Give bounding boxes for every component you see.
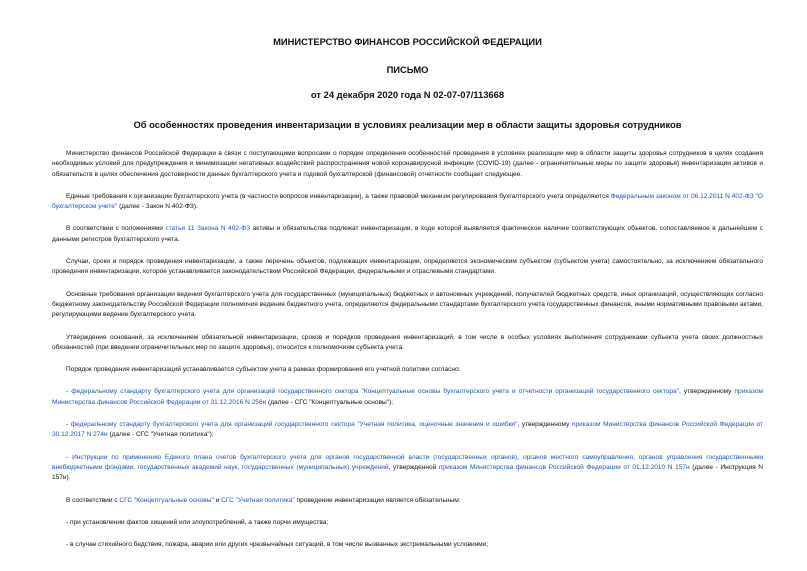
document-subject: Об особенностях проведения инвентаризации в условиях реализации мер в области защиты здоровья сотрудников: [133, 119, 682, 130]
link-federal-law-402[interactable]: Федеральным законом от 06.12.2011 N 402-ФЗ "О бухгалтерском учете": [52, 192, 763, 211]
list-item-instruction-157n: [52, 453, 763, 484]
list-dash: -: [66, 453, 73, 461]
paragraph-article-11: [52, 224, 763, 245]
paragraph-approval: Утверждение оснований, за исключением обязательной инвентаризации, сроков и порядков проведения инвентаризаций, в том числе в особых условиях выполнения сотрудниками субъекта учета своих должностных обязанностей (при введении ограничительных мер по защите здоровья), относится к полномочиям субъекта учета.: [52, 333, 763, 351]
link-order-256n[interactable]: приказом Министерства финансов Российской Федерации от 31.12.2016 N 256н: [52, 388, 764, 406]
paragraph-text: В соответствии с: [66, 496, 120, 504]
list-dash: -: [66, 421, 71, 429]
paragraph-requirements: [52, 192, 763, 213]
paragraph-text: , утвержденному: [679, 388, 735, 396]
paragraph-text: активы и обязательства подлежат инвентаризации, в ходе которой выявляется фактическое наличие соответствующих объектов, сопоставляемое в дальнейшем с данными регистров бухгалтерского учета.: [52, 225, 763, 243]
paragraph-text: , утвержденному: [517, 421, 572, 429]
link-instruction[interactable]: Инструкции по применению Единого плана счетов бухгалтерского учета для органов государственной власти (государственных органов), органов местного самоуправления, органов управления государственными внебюджетными фондами, государственных академий наук, государственных (муниципальных) учреждений: [52, 453, 763, 471]
document-body: [52, 149, 763, 550]
link-article-11[interactable]: статьи 11 Закона N 402-ФЗ: [165, 225, 251, 233]
list-item-disaster: - в случае стихийного бедствия, пожара, аварии или других чрезвычайных ситуаций, в том числе вызванных экстремальными условиями;: [66, 541, 489, 549]
paragraph-text: (далее - СГС "Учетная политика");: [107, 431, 214, 439]
paragraph-procedure: Порядок проведения инвентаризаций устанавливается субъектом учета в рамках формирования его учетной политики согласно:: [66, 366, 461, 374]
paragraph-text: , утвержденной: [388, 463, 439, 471]
paragraph-intro: Министерство финансов Российской Федерации в связи с поступающими вопросами о порядке определения особенностей проведения в условиях реализации мер в области защиты здоровья сотрудников в целях создания необходимых условий для предупреждения и минимизации негативных воздействий распространения новой коронавирусной инфекции (COVID-19) (далее - ограничительные меры по защите здоровья) инвентаризации активов и обязательств в целях обеспечения достоверности данных бухгалтерского учета и годовой бухгалтерской (финансовой) отчетности сообщает следующее.: [52, 150, 763, 178]
paragraph-text: (далее - Закон N 402-ФЗ).: [117, 203, 198, 211]
link-sgs-policy[interactable]: СГС "Учетная политика": [221, 496, 295, 504]
paragraph-text: проведение инвентаризации является обязательным:: [294, 496, 461, 504]
paragraph-cases: Случаи, сроки и порядок проведения инвентаризации, а также перечень объектов, подлежащих инвентаризации, определяются экономическим субъектом (субъектом учета) самостоятельно, за исключением обязательного проведения инвентаризации, которое устанавливается законодательством Российской Федерации, федеральными и отраслевыми стандартами.: [52, 258, 763, 276]
ministry-title: МИНИСТЕРСТВО ФИНАНСОВ РОССИЙСКОЙ ФЕДЕРАЦИИ: [273, 36, 542, 47]
paragraph-basic-requirements: Основные требования организации ведения бухгалтерского учета для государственных (муниципальных) бюджетных и автономных учреждений, получателей бюджетных средств, иных организаций, осуществляющих согласно бюджетному законодательству Российской Федерации полномочия ведения бюджетного учета, определяются федеральными стандартами бухгалтерского учета государственных финансов, иными нормативными правовыми актами, регулирующими ведение бухгалтерского учета.: [52, 290, 763, 319]
link-concept-standard[interactable]: федеральному стандарту бухгалтерского учета для организаций государственного сектора "Концептуальные основы бухгалтерского учета и отчетности организаций государственного сектора": [71, 388, 680, 396]
list-item-policy-standard: [52, 420, 763, 441]
list-item-theft: - при установлении фактов хищений или злоупотреблений, а также порчи имущества;: [66, 518, 329, 526]
document-date-number: от 24 декабря 2020 года N 02-07-07/113668: [310, 89, 505, 100]
list-item-concept-standard: [52, 387, 763, 408]
link-sgs-concept[interactable]: СГС "Концептуальные основы": [119, 496, 214, 504]
link-policy-standard[interactable]: федеральному стандарту бухгалтерского учета для организаций государственного сектора "Учетная политика, оценочные значения и ошибки": [70, 421, 518, 429]
link-order-274n[interactable]: приказом Министерства финансов Российской Федерации от 30.12.2017 N 274н: [52, 421, 763, 439]
paragraph-mandatory: [52, 496, 763, 506]
paragraph-text: Единые требования к организации бухгалтерского учета (в частности вопросов инвентаризации), а также правовой механизм регулирования бухгалтерского учета определяются: [66, 192, 611, 200]
paragraph-text: и: [213, 496, 222, 504]
paragraph-text: (далее - Инструкция N 157н).: [52, 463, 763, 482]
link-order-157n[interactable]: приказом Министерства финансов Российской Федерации от 01.12.2010 N 157н: [438, 463, 690, 471]
document-type: ПИСЬМО: [386, 64, 429, 75]
paragraph-text: (далее - СГС "Концептуальные основы");: [266, 398, 393, 406]
list-dash: -: [66, 388, 72, 396]
paragraph-text: В соответствии с положениями: [66, 225, 166, 233]
